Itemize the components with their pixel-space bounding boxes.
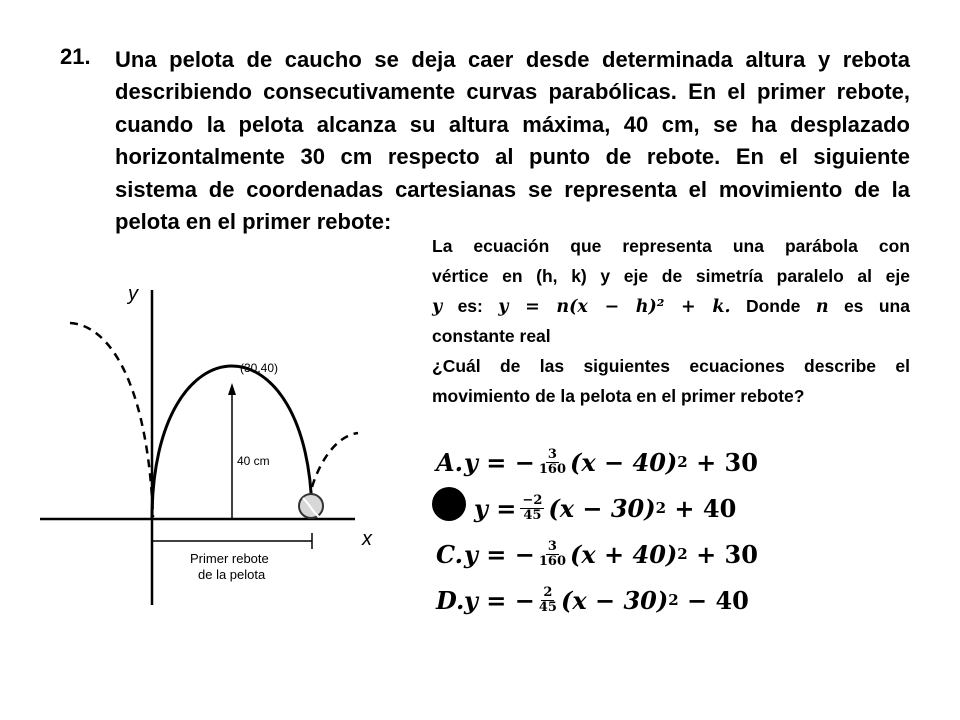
option-fraction: $\frac{3}{160}$ xyxy=(538,446,567,477)
ball xyxy=(299,494,323,518)
stem-line: sistema de coordenadas cartesianas se representa el movimiento de la xyxy=(115,176,910,202)
width-label-line1: Primer rebote xyxy=(190,551,269,566)
option-factor: (x − 40) xyxy=(570,447,678,477)
height-arrow-head xyxy=(228,383,236,395)
option-constant: + 30 xyxy=(696,447,758,477)
info-question-line: ¿Cuál de las siguientes ecuaciones describe el xyxy=(432,356,910,377)
info-es2: es xyxy=(843,295,864,316)
vertex-form-equation: y = n(x − h)² + k. xyxy=(498,296,731,317)
x-axis-label: x xyxy=(362,528,372,550)
second-bounce-dashed-curve xyxy=(312,433,358,487)
question-stem xyxy=(115,44,910,238)
info-text xyxy=(432,232,910,412)
stem-line: pelota en el primer rebote: xyxy=(115,209,392,235)
stem-line: Una pelota de caucho se deja caer desde determinada altura y rebota xyxy=(115,47,910,72)
option-factor: (x − 30) xyxy=(560,585,669,615)
option-constant: − 40 xyxy=(687,585,749,615)
y-axis-label: y xyxy=(128,283,138,305)
option-constant: + 30 xyxy=(696,539,758,569)
option-fraction: $\frac{-2}{45}$ xyxy=(522,492,543,523)
option-factor: (x + 40) xyxy=(570,539,678,569)
option-lhs: y = xyxy=(474,493,517,523)
info-una: una xyxy=(878,295,910,316)
question-number: 21. xyxy=(60,44,91,69)
option-label: D. xyxy=(436,585,465,615)
info-line: vértice en (h, k) y eje de simetría paralelo al eje xyxy=(432,265,910,286)
info-line-equation xyxy=(432,292,910,323)
option-factor: (x − 30) xyxy=(548,493,656,523)
option-fraction: $\frac{3}{160}$ xyxy=(538,538,567,569)
height-label: 40 cm xyxy=(237,454,270,468)
bounce-diagram xyxy=(40,255,430,615)
info-var-n: n xyxy=(815,296,829,317)
option-label: C. xyxy=(436,539,464,569)
option-b[interactable]: y = $\frac{-2}{45}$ (x − 30) 2 + 40 xyxy=(474,492,737,523)
info-es: es: xyxy=(457,295,483,316)
incoming-dashed-curve xyxy=(70,323,153,517)
info-question-line: movimiento de la pelota en el primer rebote? xyxy=(432,385,805,406)
info-line: La ecuación que representa una parábola con xyxy=(432,236,910,256)
stem-line: describiendo consecutivamente curvas parabólicas. En el primer rebote, xyxy=(115,79,910,105)
info-line: constante real xyxy=(432,326,551,347)
info-donde: Donde xyxy=(745,295,801,316)
option-a[interactable]: A. y = − $\frac{3}{160}$ (x − 40) 2 + 30 xyxy=(436,446,758,477)
option-constant: + 40 xyxy=(674,493,737,523)
option-lhs: y = − xyxy=(464,447,535,477)
option-c[interactable]: C. y = − $\frac{3}{160}$ (x + 40) 2 + 30 xyxy=(436,538,758,569)
option-lhs: y = − xyxy=(464,585,535,615)
option-d[interactable]: D. y = − $\frac{2}{45}$ (x − 30) 2 − 40 xyxy=(436,584,749,615)
option-label: A. xyxy=(436,447,463,477)
option-lhs: y = − xyxy=(464,539,535,569)
stem-line: cuando la pelota alcanza su altura máxima, 40 cm, se ha desplazado xyxy=(115,111,910,137)
stem-line: horizontalmente 30 cm respecto al punto de rebote. En el siguiente xyxy=(115,144,910,170)
option-fraction: $\frac{2}{45}$ xyxy=(538,584,557,615)
vertex-label: (30,40) xyxy=(240,361,279,375)
width-label-line2: de la pelota xyxy=(198,567,266,582)
info-var-y: y xyxy=(432,296,443,317)
